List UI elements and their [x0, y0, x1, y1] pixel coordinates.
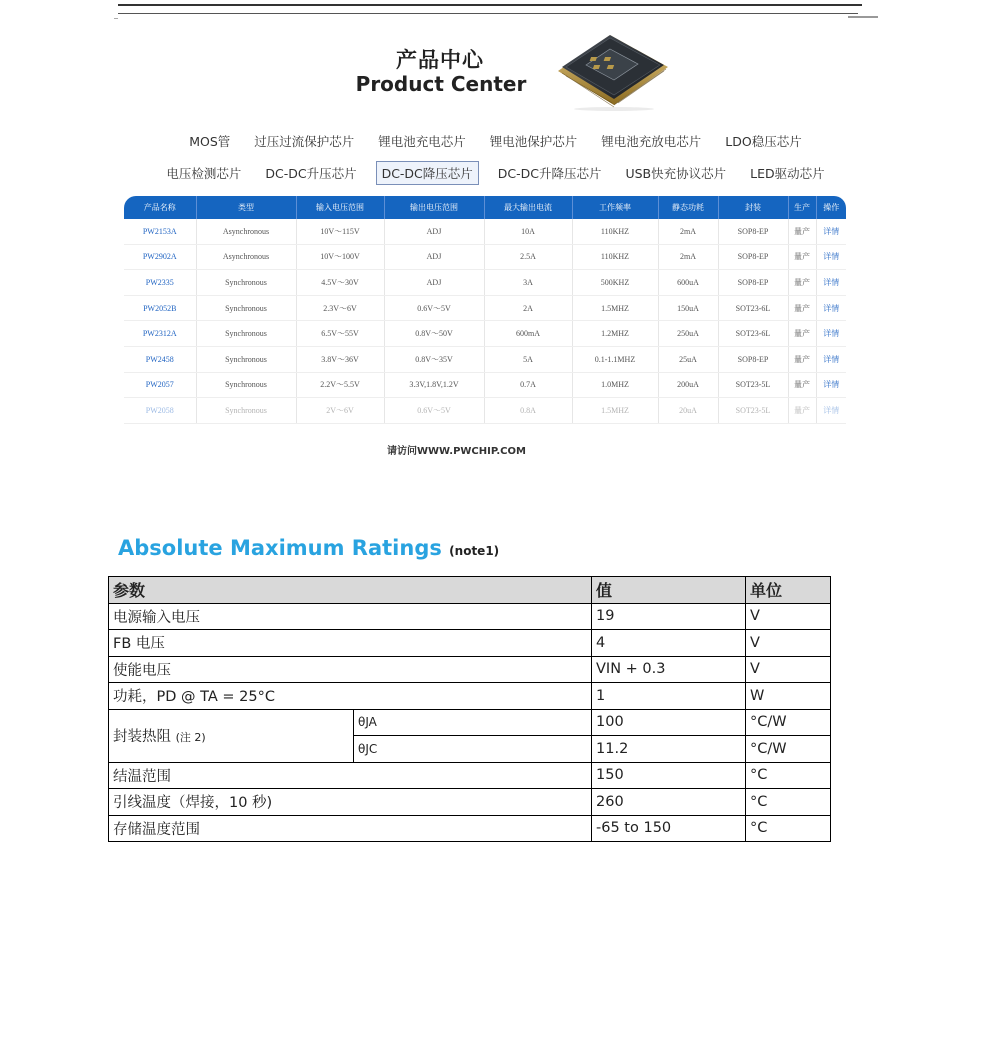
nav-buck-boost[interactable]: DC-DC升降压芯片	[497, 166, 602, 181]
value-cell: VIN + 0.3	[592, 656, 746, 683]
thermal-label: 封装热阻	[113, 729, 171, 745]
table-row	[109, 762, 831, 789]
section-title-note: (note1)	[449, 544, 500, 558]
nav-li-charger[interactable]: 锂电池充电芯片	[378, 134, 466, 149]
table-row	[109, 656, 831, 683]
cell: 3.8V～36V	[296, 346, 384, 372]
table-row	[109, 815, 831, 842]
cell: 2.3V～6V	[296, 295, 384, 321]
unit-cell: V	[746, 656, 831, 683]
details-link[interactable]: 详情	[816, 244, 846, 270]
cell: 2mA	[658, 244, 718, 270]
cell: 10A	[484, 219, 572, 244]
table-row	[124, 244, 846, 270]
details-link[interactable]: 详情	[816, 398, 846, 424]
cell: Synchronous	[196, 346, 296, 372]
details-link[interactable]: 详情	[816, 321, 846, 347]
sub-param-cell: θJC	[354, 736, 592, 763]
value-cell: 260	[592, 789, 746, 816]
col-header: 最大输出电流	[484, 196, 572, 219]
cell: 0.6V～5V	[384, 295, 484, 321]
cell: 0.8V～50V	[384, 321, 484, 347]
col-header: 生产	[788, 196, 816, 219]
cell: ADJ	[384, 219, 484, 244]
cell: Synchronous	[196, 398, 296, 424]
product-name-link[interactable]: PW2058	[124, 398, 196, 424]
cell: 500KHZ	[572, 270, 658, 296]
table-row	[109, 789, 831, 816]
ratings-header	[109, 577, 831, 604]
product-name-link[interactable]: PW2057	[124, 372, 196, 398]
cell: 1.2MHZ	[572, 321, 658, 347]
col-header: 类型	[196, 196, 296, 219]
param-cell: 结温范围	[109, 762, 592, 789]
cell: SOT23-5L	[718, 372, 788, 398]
cell: Synchronous	[196, 372, 296, 398]
unit-cell: °C	[746, 789, 831, 816]
param-cell: 存储温度范围	[109, 815, 592, 842]
cell: 25uA	[658, 346, 718, 372]
cell: SOT23-6L	[718, 295, 788, 321]
cell: Synchronous	[196, 321, 296, 347]
cell: ADJ	[384, 270, 484, 296]
value-cell: 19	[592, 603, 746, 630]
value-cell: 4	[592, 630, 746, 657]
value-cell: 100	[592, 709, 746, 736]
cell: SOT23-5L	[718, 398, 788, 424]
cell: 5A	[484, 346, 572, 372]
product-name-link[interactable]: PW2052B	[124, 295, 196, 321]
cell: 10V～115V	[296, 219, 384, 244]
cell: 110KHZ	[572, 219, 658, 244]
section-title-text: Absolute Maximum Ratings	[118, 536, 442, 560]
cell: 3.3V,1.8V,1.2V	[384, 372, 484, 398]
value-cell: -65 to 150	[592, 815, 746, 842]
unit-cell: °C	[746, 762, 831, 789]
cell: SOT23-6L	[718, 321, 788, 347]
table-row	[124, 270, 846, 296]
page-title-cn: 产品中心	[396, 48, 484, 72]
cell: 量产	[788, 270, 816, 296]
cell: 1.5MHZ	[572, 295, 658, 321]
product-name-link[interactable]: PW2902A	[124, 244, 196, 270]
cell: 量产	[788, 346, 816, 372]
left-dash	[114, 18, 118, 19]
unit-cell: °C/W	[746, 709, 831, 736]
nav-boost[interactable]: DC-DC升压芯片	[265, 166, 357, 181]
cell: 0.7A	[484, 372, 572, 398]
cell: 600mA	[484, 321, 572, 347]
product-name-link[interactable]: PW2458	[124, 346, 196, 372]
header-value: 值	[592, 577, 746, 604]
nav-voltage-detect[interactable]: 电压检测芯片	[166, 166, 242, 181]
nav-li-protection[interactable]: 锂电池保护芯片	[489, 134, 578, 149]
header-param: 参数	[109, 577, 592, 604]
details-link[interactable]: 详情	[816, 372, 846, 398]
website-watermark: 请访问WWW.PWCHIP.COM	[387, 446, 526, 457]
product-name-link[interactable]: PW2335	[124, 270, 196, 296]
cell: 250uA	[658, 321, 718, 347]
category-nav-row-1	[0, 130, 991, 152]
nav-li-charge-discharge[interactable]: 锂电池充放电芯片	[601, 134, 702, 149]
ratings-table	[108, 576, 831, 842]
cell: Asynchronous	[196, 244, 296, 270]
cell: 0.8A	[484, 398, 572, 424]
value-cell: 150	[592, 762, 746, 789]
cell: 0.8V～35V	[384, 346, 484, 372]
details-link[interactable]: 详情	[816, 270, 846, 296]
right-rule	[848, 16, 878, 18]
cell: 量产	[788, 295, 816, 321]
cell: 量产	[788, 321, 816, 347]
cell: 3A	[484, 270, 572, 296]
product-table	[124, 196, 846, 424]
top-rule-thin	[118, 13, 858, 14]
cell: 200uA	[658, 372, 718, 398]
sub-param-cell: θJA	[354, 709, 592, 736]
nav-overvoltage-protection[interactable]: 过压过流保护芯片	[254, 134, 355, 149]
cell: 量产	[788, 244, 816, 270]
section-title	[118, 536, 499, 560]
nav-led-driver[interactable]: LED驱动芯片	[750, 166, 825, 181]
cell: 量产	[788, 372, 816, 398]
cell: Asynchronous	[196, 219, 296, 244]
unit-cell: °C	[746, 815, 831, 842]
page-title-en: Product Center	[355, 72, 527, 96]
nav-usb-fast-charge[interactable]: USB快充协议芯片	[625, 166, 727, 181]
table-row	[124, 219, 846, 244]
cell: 4.5V～30V	[296, 270, 384, 296]
details-link[interactable]: 详情	[816, 346, 846, 372]
col-header: 输出电压范围	[384, 196, 484, 219]
details-link[interactable]: 详情	[816, 295, 846, 321]
cell: 2A	[484, 295, 572, 321]
product-table-header	[124, 196, 846, 219]
product-name-link[interactable]: PW2153A	[124, 219, 196, 244]
cell: 0.1-1.1MHZ	[572, 346, 658, 372]
header-unit: 单位	[746, 577, 831, 604]
table-row	[109, 603, 831, 630]
table-row	[124, 372, 846, 398]
table-row	[109, 709, 831, 736]
cell: 量产	[788, 219, 816, 244]
table-row	[124, 398, 846, 424]
cell: 2V～6V	[296, 398, 384, 424]
param-cell: FB 电压	[109, 630, 592, 657]
cell: 2.5A	[484, 244, 572, 270]
cell: 2.2V～5.5V	[296, 372, 384, 398]
cell: 6.5V～55V	[296, 321, 384, 347]
param-cell-thermal	[109, 709, 354, 762]
param-cell: 电源输入电压	[109, 603, 592, 630]
unit-cell: V	[746, 603, 831, 630]
col-header: 操作	[816, 196, 846, 219]
table-row	[109, 630, 831, 657]
col-header: 产品名称	[124, 196, 196, 219]
cell: SOP8-EP	[718, 219, 788, 244]
top-rule	[118, 4, 862, 6]
cell: 20uA	[658, 398, 718, 424]
category-nav-row-2	[0, 161, 991, 185]
cell: ADJ	[384, 244, 484, 270]
table-row	[124, 295, 846, 321]
nav-ldo[interactable]: LDO稳压芯片	[725, 134, 802, 149]
cell: 600uA	[658, 270, 718, 296]
col-header: 工作频率	[572, 196, 658, 219]
cell: 0.6V～5V	[384, 398, 484, 424]
thermal-note: (注 2)	[175, 731, 206, 744]
col-header: 输入电压范围	[296, 196, 384, 219]
product-name-link[interactable]: PW2312A	[124, 321, 196, 347]
nav-buck[interactable]: DC-DC降压芯片	[376, 161, 479, 185]
cell: 110KHZ	[572, 244, 658, 270]
processor-chip-icon	[552, 27, 672, 111]
cell: 1.5MHZ	[572, 398, 658, 424]
value-cell: 1	[592, 683, 746, 710]
nav-mos[interactable]: MOS管	[189, 134, 231, 149]
cell: 150uA	[658, 295, 718, 321]
cell: SOP8-EP	[718, 346, 788, 372]
cell: 2mA	[658, 219, 718, 244]
unit-cell: V	[746, 630, 831, 657]
col-header: 静态功耗	[658, 196, 718, 219]
col-header: 封装	[718, 196, 788, 219]
cell: Synchronous	[196, 270, 296, 296]
param-cell: 引线温度（焊接，10 秒)	[109, 789, 592, 816]
table-row	[124, 346, 846, 372]
cell: 量产	[788, 398, 816, 424]
table-row	[124, 321, 846, 347]
unit-cell: °C/W	[746, 736, 831, 763]
param-cell: 功耗，PD @ TA = 25°C	[109, 683, 592, 710]
cell: SOP8-EP	[718, 270, 788, 296]
details-link[interactable]: 详情	[816, 219, 846, 244]
cell: 1.0MHZ	[572, 372, 658, 398]
table-row	[109, 683, 831, 710]
param-cell: 使能电压	[109, 656, 592, 683]
unit-cell: W	[746, 683, 831, 710]
cell: 10V～100V	[296, 244, 384, 270]
cell: Synchronous	[196, 295, 296, 321]
value-cell: 11.2	[592, 736, 746, 763]
cell: SOP8-EP	[718, 244, 788, 270]
